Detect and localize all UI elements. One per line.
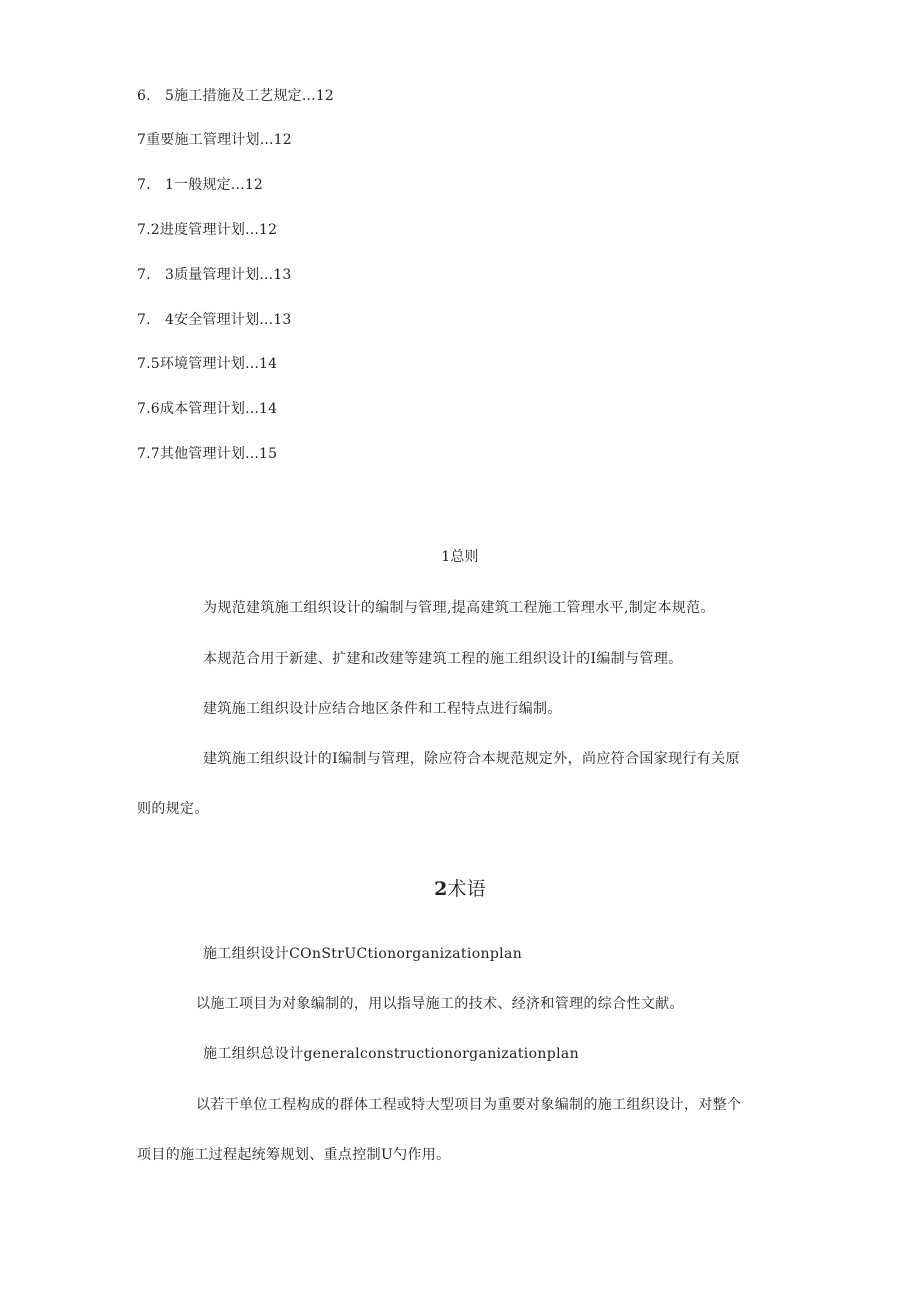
toc-entry-6-5: 6. 5施工措施及工艺规定...12 xyxy=(137,88,335,104)
toc-entry-7-4: 7. 4安全管理计划...13 xyxy=(137,312,292,328)
term-definition: 以若干单位工程构成的群体工程或特大型项目为重要对象编制的施工组织设计，对整个 xyxy=(196,1097,742,1113)
term-construction-organization-plan: 施工组织设计COnStrUCtionorganizationplan xyxy=(203,946,523,962)
section-1-paragraph: 本规范合用于新建、扩建和改建等建筑工程的施工组织设计的I编制与管理。 xyxy=(203,651,683,667)
term-definition: 以施工项目为对象编制的，用以指导施工的技术、经济和管理的综合性文献。 xyxy=(196,996,684,1012)
section-1-paragraph-continuation: 则的规定。 xyxy=(137,801,209,817)
section-2-number: 2 xyxy=(434,878,448,900)
term-definition-continuation: 项目的施工过程起统筹规划、重点控制U勺作用。 xyxy=(137,1147,451,1163)
section-2-heading xyxy=(0,876,920,902)
toc-entry-7-6: 7.6成本管理计划...14 xyxy=(137,401,278,417)
toc-entry-7-5: 7.5环境管理计划...14 xyxy=(137,356,278,372)
section-1-heading: 1总则 xyxy=(441,549,479,565)
section-2-title: 术语 xyxy=(447,878,486,900)
term-general-construction-organization-plan: 施工组织总设计generalconstructionorganizationplan xyxy=(203,1046,579,1062)
toc-entry-7: 7重要施工管理计划...12 xyxy=(137,132,292,148)
toc-entry-7-7: 7.7其他管理计划...15 xyxy=(137,446,278,462)
section-1-paragraph: 为规范建筑施工组织设计的编制与管理,提高建筑工程施工管理水平,制定本规范。 xyxy=(203,600,715,616)
toc-entry-7-3: 7. 3质量管理计划...13 xyxy=(137,267,292,283)
section-1-paragraph: 建筑施工组织设计的I编制与管理，除应符合本规范规定外，尚应符合国家现行有关原 xyxy=(203,751,740,767)
section-1-paragraph: 建筑施工组织设计应结合地区条件和工程特点进行编制。 xyxy=(203,701,562,717)
toc-entry-7-1: 7. 1一般规定...12 xyxy=(137,177,264,193)
toc-entry-7-2: 7.2进度管理计划...12 xyxy=(137,222,278,238)
